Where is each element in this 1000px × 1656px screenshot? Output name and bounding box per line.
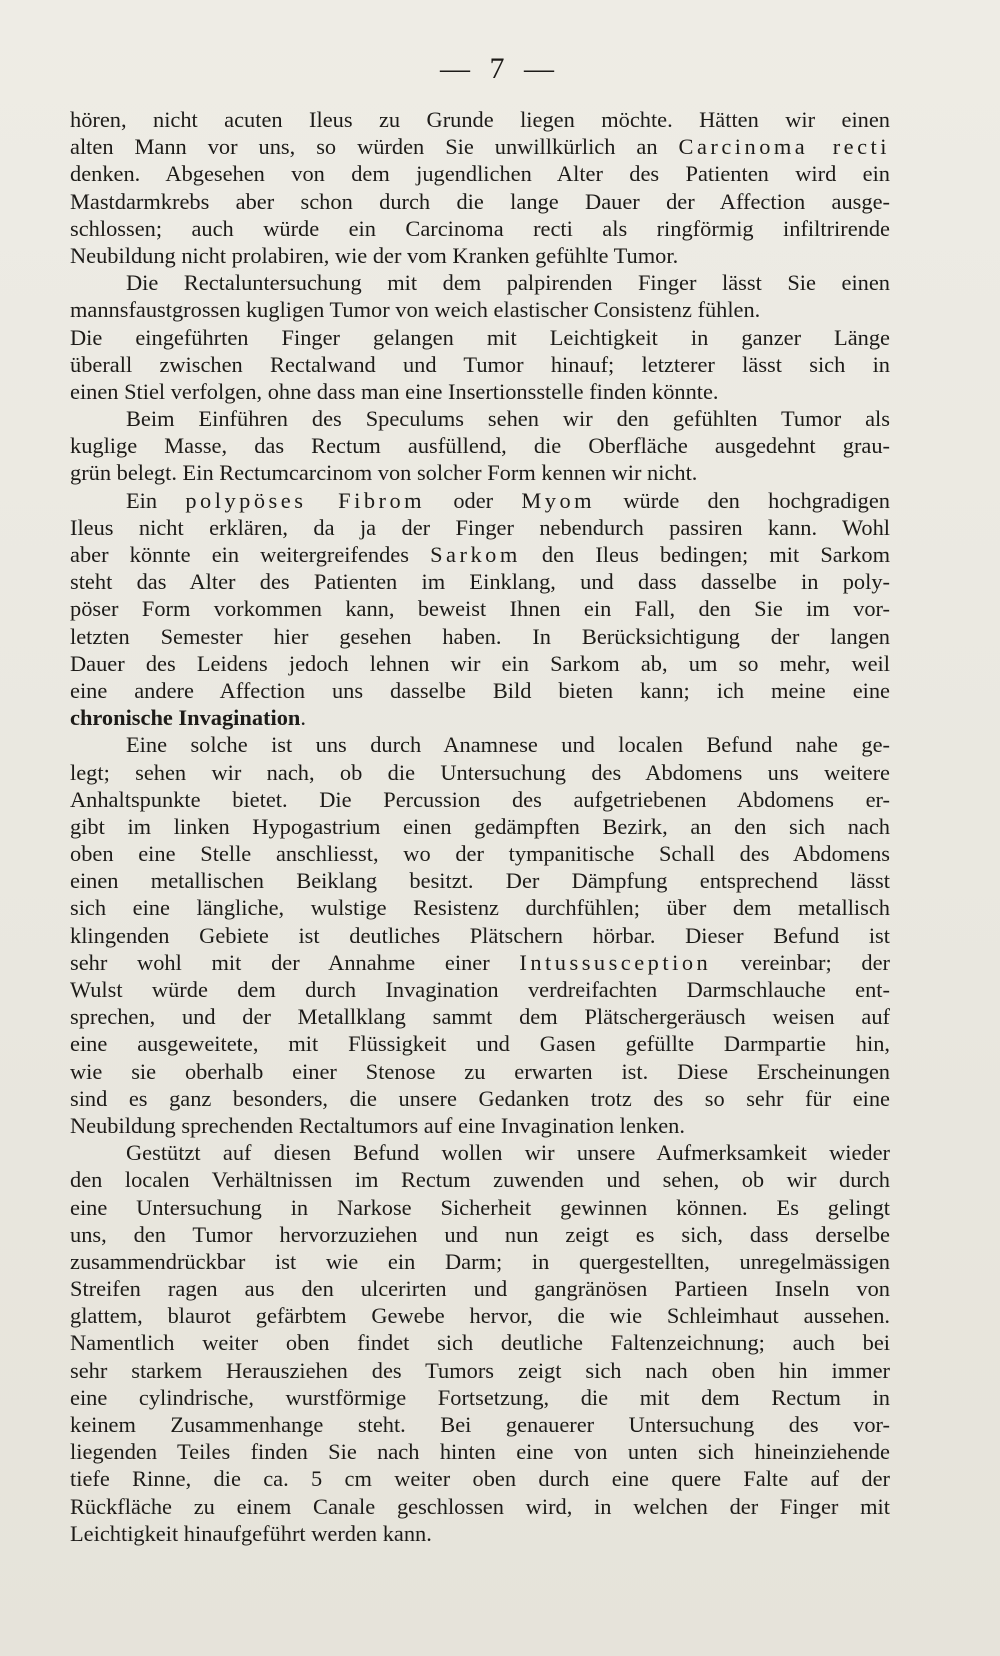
text-segment: Neubildung nicht prolabiren, wie der vom Kranken gefühlte Tumor. [70,242,679,268]
text-line [70,1194,890,1221]
text-segment: eine ausgeweitete, mit Flüssigkeit und Gasen gefüllte Darmpartie hin, [70,1031,890,1057]
text-segment: den localen Verhältnissen im Rectum zuwenden und sehen, ob wir durch [70,1167,890,1193]
text-line [70,378,890,405]
text-line [70,595,890,622]
text-line [70,568,890,595]
text-line [70,215,890,242]
text-segment: glattem, blaurot gefärbtem Gewebe hervor, die wie Schleimhaut aussehen. [70,1303,890,1329]
text-line [70,1085,890,1112]
text-segment: pöser Form vorkommen kann, beweist Ihnen ein Fall, den Sie im vor- [70,596,890,622]
text-segment: Eine solche ist uns durch Anamnese und localen Befund nahe ge- [126,732,890,758]
spaced-emphasis: Intussusception [519,949,712,975]
text-line [70,296,890,323]
text-segment: liegenden Teiles finden Sie nach hinten eine von unten sich hineinziehende [70,1439,890,1465]
text-segment: Gestützt auf diesen Befund wollen wir unsere Aufmerksamkeit wieder [126,1140,890,1166]
text-segment: aber könnte ein weitergreifendes [70,542,431,567]
text-segment: denken. Abgesehen von dem jugendlichen Alter des Patienten wird ein [70,161,890,187]
text-segment: Wulst würde dem durch Invagination verdreifachten Darmschlauche ent- [70,977,890,1002]
text-line [70,459,890,486]
text-segment: zusammendrückbar ist wie ein Darm; in quergestellten, unregelmässigen [70,1248,890,1274]
text-segment: würde den hochgradigen [595,487,890,513]
text-line [70,650,890,677]
text-segment: Streifen ragen aus den ulcerirten und gangränösen Partieen Inseln von [70,1276,890,1302]
text-segment: hören, nicht acuten Ileus zu Grunde liegen möchte. Hätten wir einen [70,107,890,132]
text-line [70,1112,890,1139]
text-segment: kuglige Masse, das Rectum ausfüllend, die Oberfläche ausgedehnt grau- [70,433,890,459]
text-segment: einen Stiel verfolgen, ohne dass man eine Insertionsstelle finden könnte. [70,378,719,404]
text-line [70,1030,890,1057]
page-number: — 7 — [440,52,560,85]
text-line [70,1221,890,1248]
text-segment: eine andere Affection uns dasselbe Bild bieten kann; ich meine eine [70,677,890,703]
text-line [70,867,890,894]
text-line [70,106,890,133]
text-segment: oder [425,487,522,513]
bold-emphasis: chronische Invagination [70,705,301,731]
text-segment: Die Rectaluntersuchung mit dem palpirenden Finger lässt Sie einen [126,270,890,296]
text-segment: eine Untersuchung in Narkose Sicherheit gewinnen können. Es gelingt [70,1194,890,1220]
text-line [70,160,890,187]
text-segment: mannsfaustgrossen kugligen Tumor von weich elastischer Consistenz fühlen. [70,297,761,323]
text-line [70,623,890,650]
text-line [70,677,890,704]
text-segment: legt; sehen wir nach, ob die Untersuchung des Abdomens uns weitere [70,759,890,785]
text-line [70,840,890,867]
text-segment: überall zwischen Rectalwand und Tumor hinauf; letzterer lässt sich in [70,351,890,377]
text-segment: letzten Semester hier gesehen haben. In Berücksichtigung der langen [70,623,890,649]
spaced-emphasis: Myom [521,487,596,513]
text-segment: Ein [126,487,186,513]
text-segment: sehr wohl mit der Annahme einer [70,949,520,975]
text-line [70,922,890,949]
text-segment: gibt im linken Hypogastrium einen gedämpften Bezirk, an den sich nach [70,813,890,839]
text-line [70,514,890,541]
text-segment: steht das Alter des Patienten im Einklang, und dass dasselbe in poly- [70,569,890,595]
text-line [70,1357,890,1384]
text-line [70,1493,890,1520]
text-segment: Leichtigkeit hinaufgeführt werden kann. [70,1520,432,1546]
text-segment: Dauer des Leidens jedoch lehnen wir ein Sarkom ab, um so mehr, weil [70,650,890,676]
text-line [70,188,890,215]
text-segment: Ileus nicht erklären, da ja der Finger nebendurch passiren kann. Wohl [70,514,890,540]
text-line [70,1139,890,1166]
text-segment: sehr starkem Herausziehen des Tumors zeigt sich nach oben hin immer [70,1357,890,1383]
text-segment: Rückfläche zu einem Canale geschlossen wird, in welchen der Finger mit [70,1493,890,1519]
spaced-emphasis: Carcinoma recti [678,134,890,160]
text-segment: eine cylindrische, wurstförmige Fortsetzung, die mit dem Rectum in [70,1384,890,1410]
text-segment: grün belegt. Ein Rectumcarcinom von solcher Form kennen wir nicht. [70,460,698,486]
text-line [70,351,890,378]
text-segment: keinem Zusammenhange steht. Bei genauerer Untersuchung des vor- [70,1412,890,1437]
text-segment: . [300,705,306,731]
text-segment: alten Mann vor uns, so würden Sie unwillkürlich an [70,134,679,160]
text-line [70,1411,890,1438]
text-line [70,242,890,269]
text-line [70,786,890,813]
text-segment: vereinbar; der [711,949,890,975]
text-line [70,894,890,921]
text-line [70,1166,890,1193]
text-segment: oben eine Stelle anschliesst, wo der tympanitische Schall des Abdomens [70,841,890,867]
text-line [70,432,890,459]
text-segment: wie sie oberhalb einer Stenose zu erwarten ist. Diese Erscheinungen [70,1058,890,1084]
text-line [70,1329,890,1356]
text-segment: uns, den Tumor hervorzuziehen und nun zeigt es sich, dass derselbe [70,1221,890,1247]
text-line [70,1275,890,1302]
text-segment: sind es ganz besonders, die unsere Gedanken trotz des so sehr für eine [70,1085,890,1111]
text-line [70,133,890,160]
text-line [70,759,890,786]
text-line [70,1465,890,1492]
text-segment: schlossen; auch würde ein Carcinoma recti als ringförmig infiltrirende [70,215,890,241]
text-segment: tiefe Rinne, die ca. 5 cm weiter oben durch eine quere Falte auf der [70,1466,890,1492]
text-line [70,405,890,432]
text-segment: sich eine längliche, wulstige Resistenz durchfühlen; über dem metallisch [70,895,890,921]
text-line [70,704,890,731]
spaced-emphasis: Sarkom [430,542,521,567]
text-line [70,949,890,976]
text-line [70,1248,890,1275]
text-line [70,731,890,758]
text-segment: den Ileus bedingen; mit Sarkom [520,542,891,567]
body-text [70,106,890,1547]
text-line [70,1384,890,1411]
text-line [70,324,890,351]
text-line [70,487,890,514]
text-line [70,976,890,1003]
text-segment: Mastdarmkrebs aber schon durch die lange Dauer der Affection ausge- [70,188,890,214]
text-segment: einen metallischen Beiklang besitzt. Der Dämpfung entsprechend lässt [70,868,890,894]
text-line [70,1302,890,1329]
text-segment: Anhaltspunkte bietet. Die Percussion des aufgetriebenen Abdomens er- [70,786,890,812]
text-line [70,1438,890,1465]
text-segment: Neubildung sprechenden Rectaltumors auf eine Invagination lenken. [70,1112,685,1138]
text-line [70,1003,890,1030]
text-line [70,1520,890,1547]
spaced-emphasis: polypöses Fibrom [185,487,426,513]
text-line [70,1058,890,1085]
text-line [70,813,890,840]
text-segment: Beim Einführen des Speculums sehen wir den gefühlten Tumor als [126,406,890,432]
text-segment: Die eingeführten Finger gelangen mit Leichtigkeit in ganzer Länge [70,324,890,350]
text-line [70,269,890,296]
text-segment: sprechen, und der Metallklang sammt dem Plätschergeräusch weisen auf [70,1004,890,1030]
text-segment: klingenden Gebiete ist deutliches Plätschern hörbar. Dieser Befund ist [70,922,890,948]
text-segment: Namentlich weiter oben findet sich deutliche Faltenzeichnung; auch bei [70,1330,890,1356]
text-line [70,541,890,568]
